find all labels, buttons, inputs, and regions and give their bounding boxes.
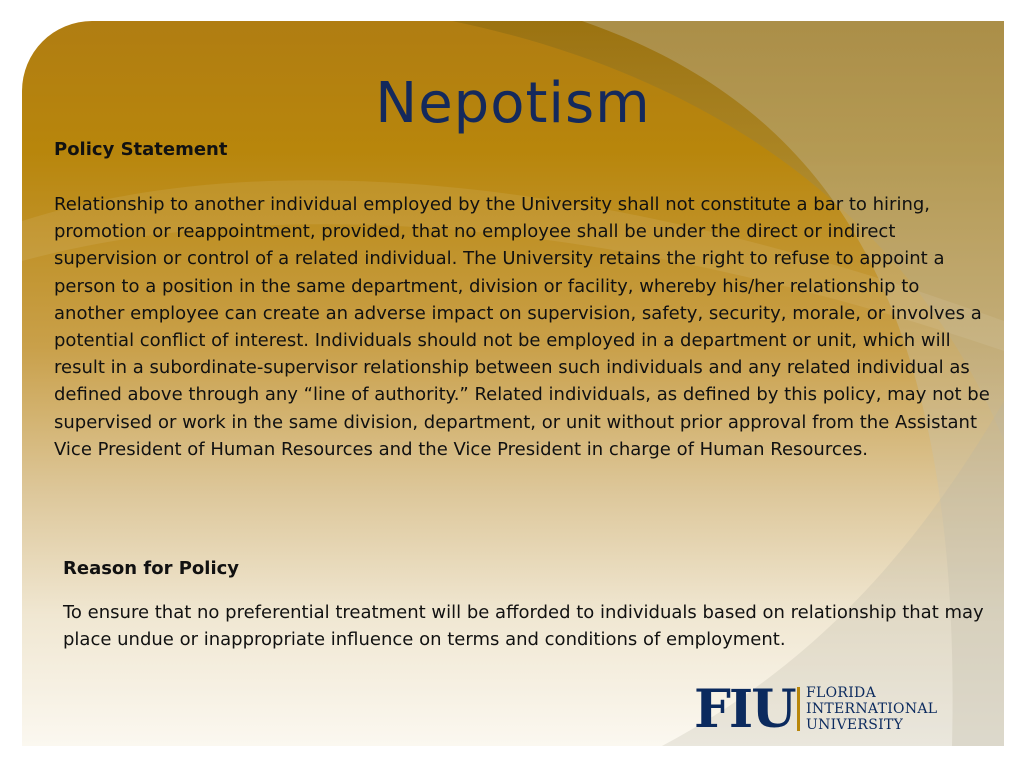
slide-title: Nepotism bbox=[375, 71, 651, 136]
fiu-logo bbox=[694, 679, 954, 740]
policy-statement-heading: Policy Statement bbox=[54, 139, 228, 160]
logo-divider bbox=[797, 687, 800, 731]
logo-line-florida: FLORIDA bbox=[806, 685, 876, 701]
reason-for-policy-heading: Reason for Policy bbox=[63, 558, 240, 579]
fiu-logo-mark: FIU bbox=[694, 679, 795, 740]
policy-statement-text: Relationship to another individual employed by the University shall not constitute a bar to hiring, promotion or reappointment, provided, that no employee shall be under the direct or indirect supervision or control of a related individual. The University retains the right to refuse to appoint a person to a position in the same department, division or facility, whereby his/her relationship to another employee can create an adverse impact on supervision, safety, security, morale, or involves a potential conflict of interest. Individuals should not be employed in a department or unit, which will result in a subordinate-supervisor relationship between such individuals and any related individual as defined above through any “line of authority.” Related individuals, as defined by this policy, may not be supervised or work in the same division, department, or unit without prior approval from the Assistant Vice President of Human Resources and the Vice President in charge of Human Resources. bbox=[54, 194, 990, 460]
fiu-logo-wordmark bbox=[806, 685, 937, 733]
slide-background bbox=[22, 21, 1004, 746]
reason-for-policy-text: To ensure that no preferential treatment will be afforded to individuals based on relationship that may place undue or inappropriate influence on terms and conditions of employment. bbox=[63, 602, 984, 651]
logo-line-university: UNIVERSITY bbox=[806, 717, 904, 733]
logo-line-international: INTERNATIONAL bbox=[806, 701, 938, 717]
